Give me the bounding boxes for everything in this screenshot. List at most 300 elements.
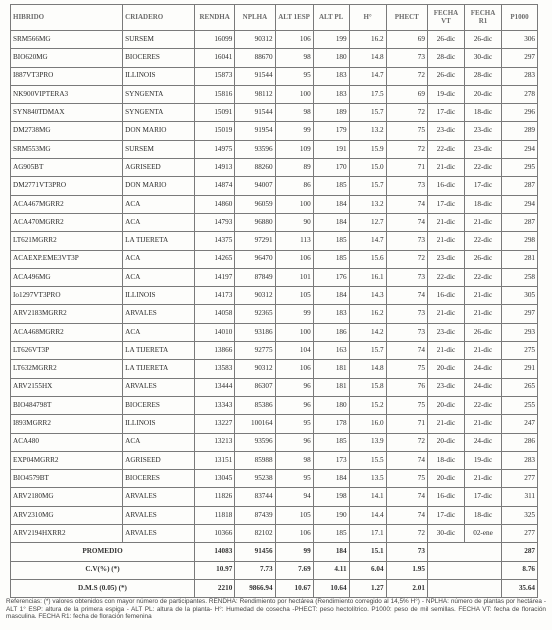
table-header-row	[11, 5, 538, 31]
table-cell: 93186	[235, 323, 275, 341]
table-cell: ACA467MGRR2	[11, 195, 123, 213]
table-row	[11, 488, 538, 506]
table-cell: 21-dic	[465, 287, 502, 305]
table-cell: 14010	[195, 323, 235, 341]
table-cell: 86307	[235, 378, 275, 396]
summary-p1000: 287	[502, 543, 538, 561]
table-cell: 15.9	[349, 140, 386, 158]
table-cell: 93596	[235, 433, 275, 451]
table-cell: LA TIJERETA	[123, 342, 195, 360]
table-cell: 199	[313, 31, 349, 49]
table-cell: 21-dic	[427, 213, 464, 231]
table-cell: 296	[502, 104, 538, 122]
table-cell: 305	[502, 287, 538, 305]
table-cell: 294	[502, 195, 538, 213]
table-cell: 106	[275, 360, 313, 378]
table-cell: 181	[313, 360, 349, 378]
table-cell: BIOCERES	[123, 49, 195, 67]
table-cell: 311	[502, 488, 538, 506]
table-cell: 90312	[235, 31, 275, 49]
table-cell: SYNGENTA	[123, 85, 195, 103]
table-cell: 72	[386, 250, 427, 268]
table-cell: 184	[313, 195, 349, 213]
table-row	[11, 525, 538, 543]
table-cell: 30-dic	[427, 525, 464, 543]
table-cell: 30-dic	[465, 49, 502, 67]
table-cell: 16099	[195, 31, 235, 49]
table-cell: 14265	[195, 250, 235, 268]
table-cell: 16.2	[349, 31, 386, 49]
table-cell: AGRISEED	[123, 159, 195, 177]
table-cell: 16041	[195, 49, 235, 67]
results-table	[10, 4, 538, 598]
table-cell: Io1297VT3PRO	[11, 287, 123, 305]
table-cell: 73	[386, 177, 427, 195]
table-cell: 293	[502, 323, 538, 341]
table-cell: 106	[275, 31, 313, 49]
table-cell: 15.7	[349, 104, 386, 122]
table-cell: 21-dic	[427, 305, 464, 323]
table-row	[11, 177, 538, 195]
table-row	[11, 31, 538, 49]
table-cell: 91544	[235, 67, 275, 85]
table-cell: 69	[386, 31, 427, 49]
table-cell: 02-ene	[465, 525, 502, 543]
table-cell: 92775	[235, 342, 275, 360]
table-cell: 16.1	[349, 268, 386, 286]
table-cell: 75	[386, 360, 427, 378]
table-cell: 186	[313, 323, 349, 341]
table-cell: 189	[313, 104, 349, 122]
table-cell: ACA	[123, 323, 195, 341]
table-cell: 98	[275, 104, 313, 122]
column-header: P1000	[502, 5, 538, 31]
table-cell: 15.6	[349, 250, 386, 268]
table-cell: 287	[502, 177, 538, 195]
table-cell: ACA	[123, 195, 195, 213]
table-cell: DON MARIO	[123, 177, 195, 195]
table-cell: ARV2183MGRR2	[11, 305, 123, 323]
table-cell: 185	[313, 250, 349, 268]
table-cell: 18-dic	[465, 195, 502, 213]
table-row	[11, 213, 538, 231]
table-cell: 95238	[235, 470, 275, 488]
table-cell: 16.2	[349, 305, 386, 323]
summary-label: PROMEDIO	[11, 543, 195, 561]
table-row	[11, 85, 538, 103]
table-cell: 23-dic	[427, 122, 464, 140]
table-cell: 17-dic	[427, 195, 464, 213]
table-cell: SRM553MG	[11, 140, 123, 158]
table-cell: 23-dic	[465, 122, 502, 140]
table-cell: 180	[313, 396, 349, 414]
summary-cell: 2.01	[386, 579, 427, 597]
table-cell: 14.8	[349, 360, 386, 378]
table-cell: 13866	[195, 342, 235, 360]
table-row	[11, 470, 538, 488]
table-cell: 184	[313, 470, 349, 488]
table-cell: 190	[313, 506, 349, 524]
table-cell: 26-dic	[427, 67, 464, 85]
table-cell: 98	[275, 451, 313, 469]
table-cell: 99	[275, 122, 313, 140]
table-cell: 71	[386, 415, 427, 433]
table-cell: I887VT3PRO	[11, 67, 123, 85]
table-cell: 72	[386, 525, 427, 543]
table-cell: 96880	[235, 213, 275, 231]
table-cell: 105	[275, 506, 313, 524]
column-header: FECHA VT	[427, 5, 464, 31]
table-cell: 17-dic	[427, 104, 464, 122]
table-cell: ACA	[123, 268, 195, 286]
table-cell: 17-dic	[427, 506, 464, 524]
table-cell: 106	[275, 250, 313, 268]
table-cell: DM2771VT3PRO	[11, 177, 123, 195]
table-cell: BIO484798T	[11, 396, 123, 414]
table-cell: 100	[275, 85, 313, 103]
table-row	[11, 451, 538, 469]
table-cell: 92365	[235, 305, 275, 323]
table-cell: ACAEXP.EME3VT3P	[11, 250, 123, 268]
summary-gap	[427, 561, 501, 579]
table-cell: 105	[275, 287, 313, 305]
table-cell: 191	[313, 140, 349, 158]
table-cell: LT621MGRR2	[11, 232, 123, 250]
summary-cell: 9866.94	[235, 579, 275, 597]
table-cell: 19-dic	[427, 85, 464, 103]
table-cell: 90312	[235, 287, 275, 305]
table-cell: 104	[275, 342, 313, 360]
table-cell: 20-dic	[427, 360, 464, 378]
table-cell: 15816	[195, 85, 235, 103]
table-cell: 15.7	[349, 342, 386, 360]
table-cell: 73	[386, 268, 427, 286]
table-cell: 14793	[195, 213, 235, 231]
table-cell: 95	[275, 415, 313, 433]
table-cell: 87849	[235, 268, 275, 286]
table-cell: 96	[275, 378, 313, 396]
table-cell: 15019	[195, 122, 235, 140]
table-cell: DON MARIO	[123, 122, 195, 140]
table-cell: 18-dic	[427, 451, 464, 469]
table-cell: SYNGENTA	[123, 104, 195, 122]
table-cell: 183	[313, 85, 349, 103]
table-cell: 14913	[195, 159, 235, 177]
table-cell: ACA496MG	[11, 268, 123, 286]
table-cell: 178	[313, 415, 349, 433]
column-header: H°	[349, 5, 386, 31]
table-row	[11, 159, 538, 177]
table-cell: 281	[502, 250, 538, 268]
table-cell: 13227	[195, 415, 235, 433]
table-cell: 89	[275, 159, 313, 177]
table-cell: 15.2	[349, 396, 386, 414]
table-cell: 11826	[195, 488, 235, 506]
table-cell: 97291	[235, 232, 275, 250]
table-cell: 275	[502, 342, 538, 360]
summary-cell: 15.1	[349, 543, 386, 561]
table-cell: ARV2180MG	[11, 488, 123, 506]
table-cell: 99	[275, 305, 313, 323]
table-cell: 109	[275, 140, 313, 158]
table-cell: 17.1	[349, 525, 386, 543]
summary-cell: 1.95	[386, 561, 427, 579]
table-cell: 75	[386, 470, 427, 488]
table-cell: 74	[386, 213, 427, 231]
summary-gap	[427, 579, 501, 597]
table-cell: SURSEM	[123, 140, 195, 158]
summary-cell: 99	[275, 543, 313, 561]
summary-cell: 10.67	[275, 579, 313, 597]
table-cell: 21-dic	[427, 232, 464, 250]
table-cell: 15.7	[349, 177, 386, 195]
table-cell: 258	[502, 268, 538, 286]
table-cell: 26-dic	[465, 250, 502, 268]
table-cell: LA TIJERETA	[123, 232, 195, 250]
table-cell: ACA	[123, 250, 195, 268]
table-cell: 21-dic	[465, 415, 502, 433]
table-cell: 98	[275, 49, 313, 67]
table-cell: LT626VT3P	[11, 342, 123, 360]
table-row	[11, 250, 538, 268]
table-row	[11, 396, 538, 414]
table-cell: 24-dic	[465, 360, 502, 378]
table-cell: 73	[386, 232, 427, 250]
table-cell: 23-dic	[465, 140, 502, 158]
table-cell: 73	[386, 305, 427, 323]
table-cell: 13213	[195, 433, 235, 451]
table-cell: 22-dic	[427, 268, 464, 286]
table-cell: 75	[386, 396, 427, 414]
table-cell: 26-dic	[465, 31, 502, 49]
table-cell: 14860	[195, 195, 235, 213]
table-cell: 173	[313, 451, 349, 469]
table-cell: 96470	[235, 250, 275, 268]
table-cell: 14.2	[349, 323, 386, 341]
summary-cell: 184	[313, 543, 349, 561]
table-cell: 74	[386, 195, 427, 213]
table-cell: 96	[275, 433, 313, 451]
table-cell: LA TIJERETA	[123, 360, 195, 378]
column-header: ALT PL	[313, 5, 349, 31]
table-body	[11, 31, 538, 598]
summary-row	[11, 579, 538, 597]
table-cell: 16-dic	[427, 287, 464, 305]
table-cell: 23-dic	[427, 250, 464, 268]
summary-cell: 1.27	[349, 579, 386, 597]
table-cell: 72	[386, 104, 427, 122]
table-cell: 255	[502, 396, 538, 414]
table-cell: 87439	[235, 506, 275, 524]
table-cell: 21-dic	[427, 342, 464, 360]
table-cell: 82102	[235, 525, 275, 543]
table-cell: ILLINOIS	[123, 67, 195, 85]
table-row	[11, 268, 538, 286]
table-cell: 297	[502, 49, 538, 67]
table-cell: LT632MGRR2	[11, 360, 123, 378]
table-cell: 26-dic	[427, 31, 464, 49]
column-header: NPLHA	[235, 5, 275, 31]
table-cell: 13444	[195, 378, 235, 396]
table-cell: 294	[502, 140, 538, 158]
summary-cell: 7.73	[235, 561, 275, 579]
table-cell: ACA	[123, 213, 195, 231]
table-cell: 28-dic	[465, 67, 502, 85]
table-cell: 16-dic	[427, 177, 464, 195]
table-cell: ARVALES	[123, 506, 195, 524]
table-cell: 20-dic	[465, 85, 502, 103]
table-cell: BIO620MG	[11, 49, 123, 67]
table-cell: 14375	[195, 232, 235, 250]
summary-cell: 4.11	[313, 561, 349, 579]
table-cell: 297	[502, 305, 538, 323]
table-cell: 183	[313, 305, 349, 323]
table-cell: ILLINOIS	[123, 287, 195, 305]
table-cell: SYN840TDMAX	[11, 104, 123, 122]
table-cell: ARVALES	[123, 525, 195, 543]
table-cell: 247	[502, 415, 538, 433]
table-cell: 286	[502, 433, 538, 451]
table-row	[11, 232, 538, 250]
table-cell: 74	[386, 488, 427, 506]
table-cell: 14.8	[349, 49, 386, 67]
summary-cell: 7.69	[275, 561, 313, 579]
table-cell: 18-dic	[465, 104, 502, 122]
table-row	[11, 122, 538, 140]
table-cell: 100164	[235, 415, 275, 433]
table-cell: 75	[386, 122, 427, 140]
summary-label: C.V(%) (*)	[11, 561, 195, 579]
table-cell: 90312	[235, 360, 275, 378]
table-cell: AG905BT	[11, 159, 123, 177]
table-cell: 12.7	[349, 213, 386, 231]
table-cell: 13045	[195, 470, 235, 488]
table-cell: NK900VIPTERA3	[11, 85, 123, 103]
table-cell: 91954	[235, 122, 275, 140]
table-cell: 24-dic	[465, 378, 502, 396]
table-row	[11, 323, 538, 341]
table-row	[11, 49, 538, 67]
table-cell: 113	[275, 232, 313, 250]
column-header: HIBRIDO	[11, 5, 123, 31]
table-cell: 325	[502, 506, 538, 524]
table-row	[11, 360, 538, 378]
table-cell: 20-dic	[427, 470, 464, 488]
table-cell: 72	[386, 140, 427, 158]
summary-row	[11, 561, 538, 579]
table-cell: 15.5	[349, 451, 386, 469]
column-header: ALT 1ESP	[275, 5, 313, 31]
table-cell: 15091	[195, 104, 235, 122]
table-cell: 72	[386, 433, 427, 451]
table-cell: 15.8	[349, 378, 386, 396]
summary-cell: 6.04	[349, 561, 386, 579]
column-header: RENDHA	[195, 5, 235, 31]
table-cell: 101	[275, 268, 313, 286]
summary-cell: 14083	[195, 543, 235, 561]
table-cell: 91544	[235, 104, 275, 122]
table-cell: 185	[313, 177, 349, 195]
table-row	[11, 415, 538, 433]
table-cell: ARVALES	[123, 305, 195, 323]
summary-cell: 91456	[235, 543, 275, 561]
table-cell: 14.7	[349, 232, 386, 250]
table-cell: 184	[313, 213, 349, 231]
column-header: PHECT	[386, 5, 427, 31]
table-cell: 23-dic	[427, 323, 464, 341]
summary-cell: 10.97	[195, 561, 235, 579]
table-cell: 265	[502, 378, 538, 396]
table-cell: 14.7	[349, 67, 386, 85]
table-cell: ARVALES	[123, 488, 195, 506]
table-cell: 185	[313, 433, 349, 451]
table-cell: 20-dic	[427, 433, 464, 451]
table-cell: 85386	[235, 396, 275, 414]
table-cell: BIOCERES	[123, 470, 195, 488]
table-cell: ARV2155HX	[11, 378, 123, 396]
table-cell: 278	[502, 85, 538, 103]
table-cell: 17.5	[349, 85, 386, 103]
table-cell: 13.2	[349, 195, 386, 213]
table-cell: 277	[502, 470, 538, 488]
table-cell: 19-dic	[465, 451, 502, 469]
table-row	[11, 342, 538, 360]
table-cell: ACA470MGRR2	[11, 213, 123, 231]
table-cell: 14.1	[349, 488, 386, 506]
table-cell: 74	[386, 451, 427, 469]
table-cell: 98112	[235, 85, 275, 103]
table-cell: 183	[313, 67, 349, 85]
table-cell: 69	[386, 85, 427, 103]
table-cell: 73	[386, 323, 427, 341]
table-row	[11, 378, 538, 396]
table-cell: 74	[386, 287, 427, 305]
table-row	[11, 305, 538, 323]
table-cell: 72	[386, 67, 427, 85]
table-cell: 18-dic	[465, 506, 502, 524]
table-cell: SRM566MG	[11, 31, 123, 49]
table-cell: ARV2194HXRR2	[11, 525, 123, 543]
table-cell: 76	[386, 378, 427, 396]
summary-cell: 2210	[195, 579, 235, 597]
table-cell: 283	[502, 67, 538, 85]
table-cell: 163	[313, 342, 349, 360]
summary-cell: 10.64	[313, 579, 349, 597]
table-cell: 289	[502, 122, 538, 140]
table-cell: 21-dic	[465, 342, 502, 360]
table-cell: 83744	[235, 488, 275, 506]
table-cell: 13343	[195, 396, 235, 414]
table-cell: 295	[502, 159, 538, 177]
table-cell: 179	[313, 122, 349, 140]
table-cell: ARV2310MG	[11, 506, 123, 524]
table-cell: 287	[502, 213, 538, 231]
table-cell: EXP04MGRR2	[11, 451, 123, 469]
table-cell: 185	[313, 525, 349, 543]
table-cell: 94007	[235, 177, 275, 195]
table-cell: AGRISEED	[123, 451, 195, 469]
table-cell: 176	[313, 268, 349, 286]
table-cell: SURSEM	[123, 31, 195, 49]
table-row	[11, 506, 538, 524]
table-cell: 277	[502, 525, 538, 543]
table-cell: 74	[386, 342, 427, 360]
table-row	[11, 67, 538, 85]
table-cell: BIO4579BT	[11, 470, 123, 488]
summary-p1000: 35.64	[502, 579, 538, 597]
table-cell: 13151	[195, 451, 235, 469]
table-cell: 15.0	[349, 159, 386, 177]
